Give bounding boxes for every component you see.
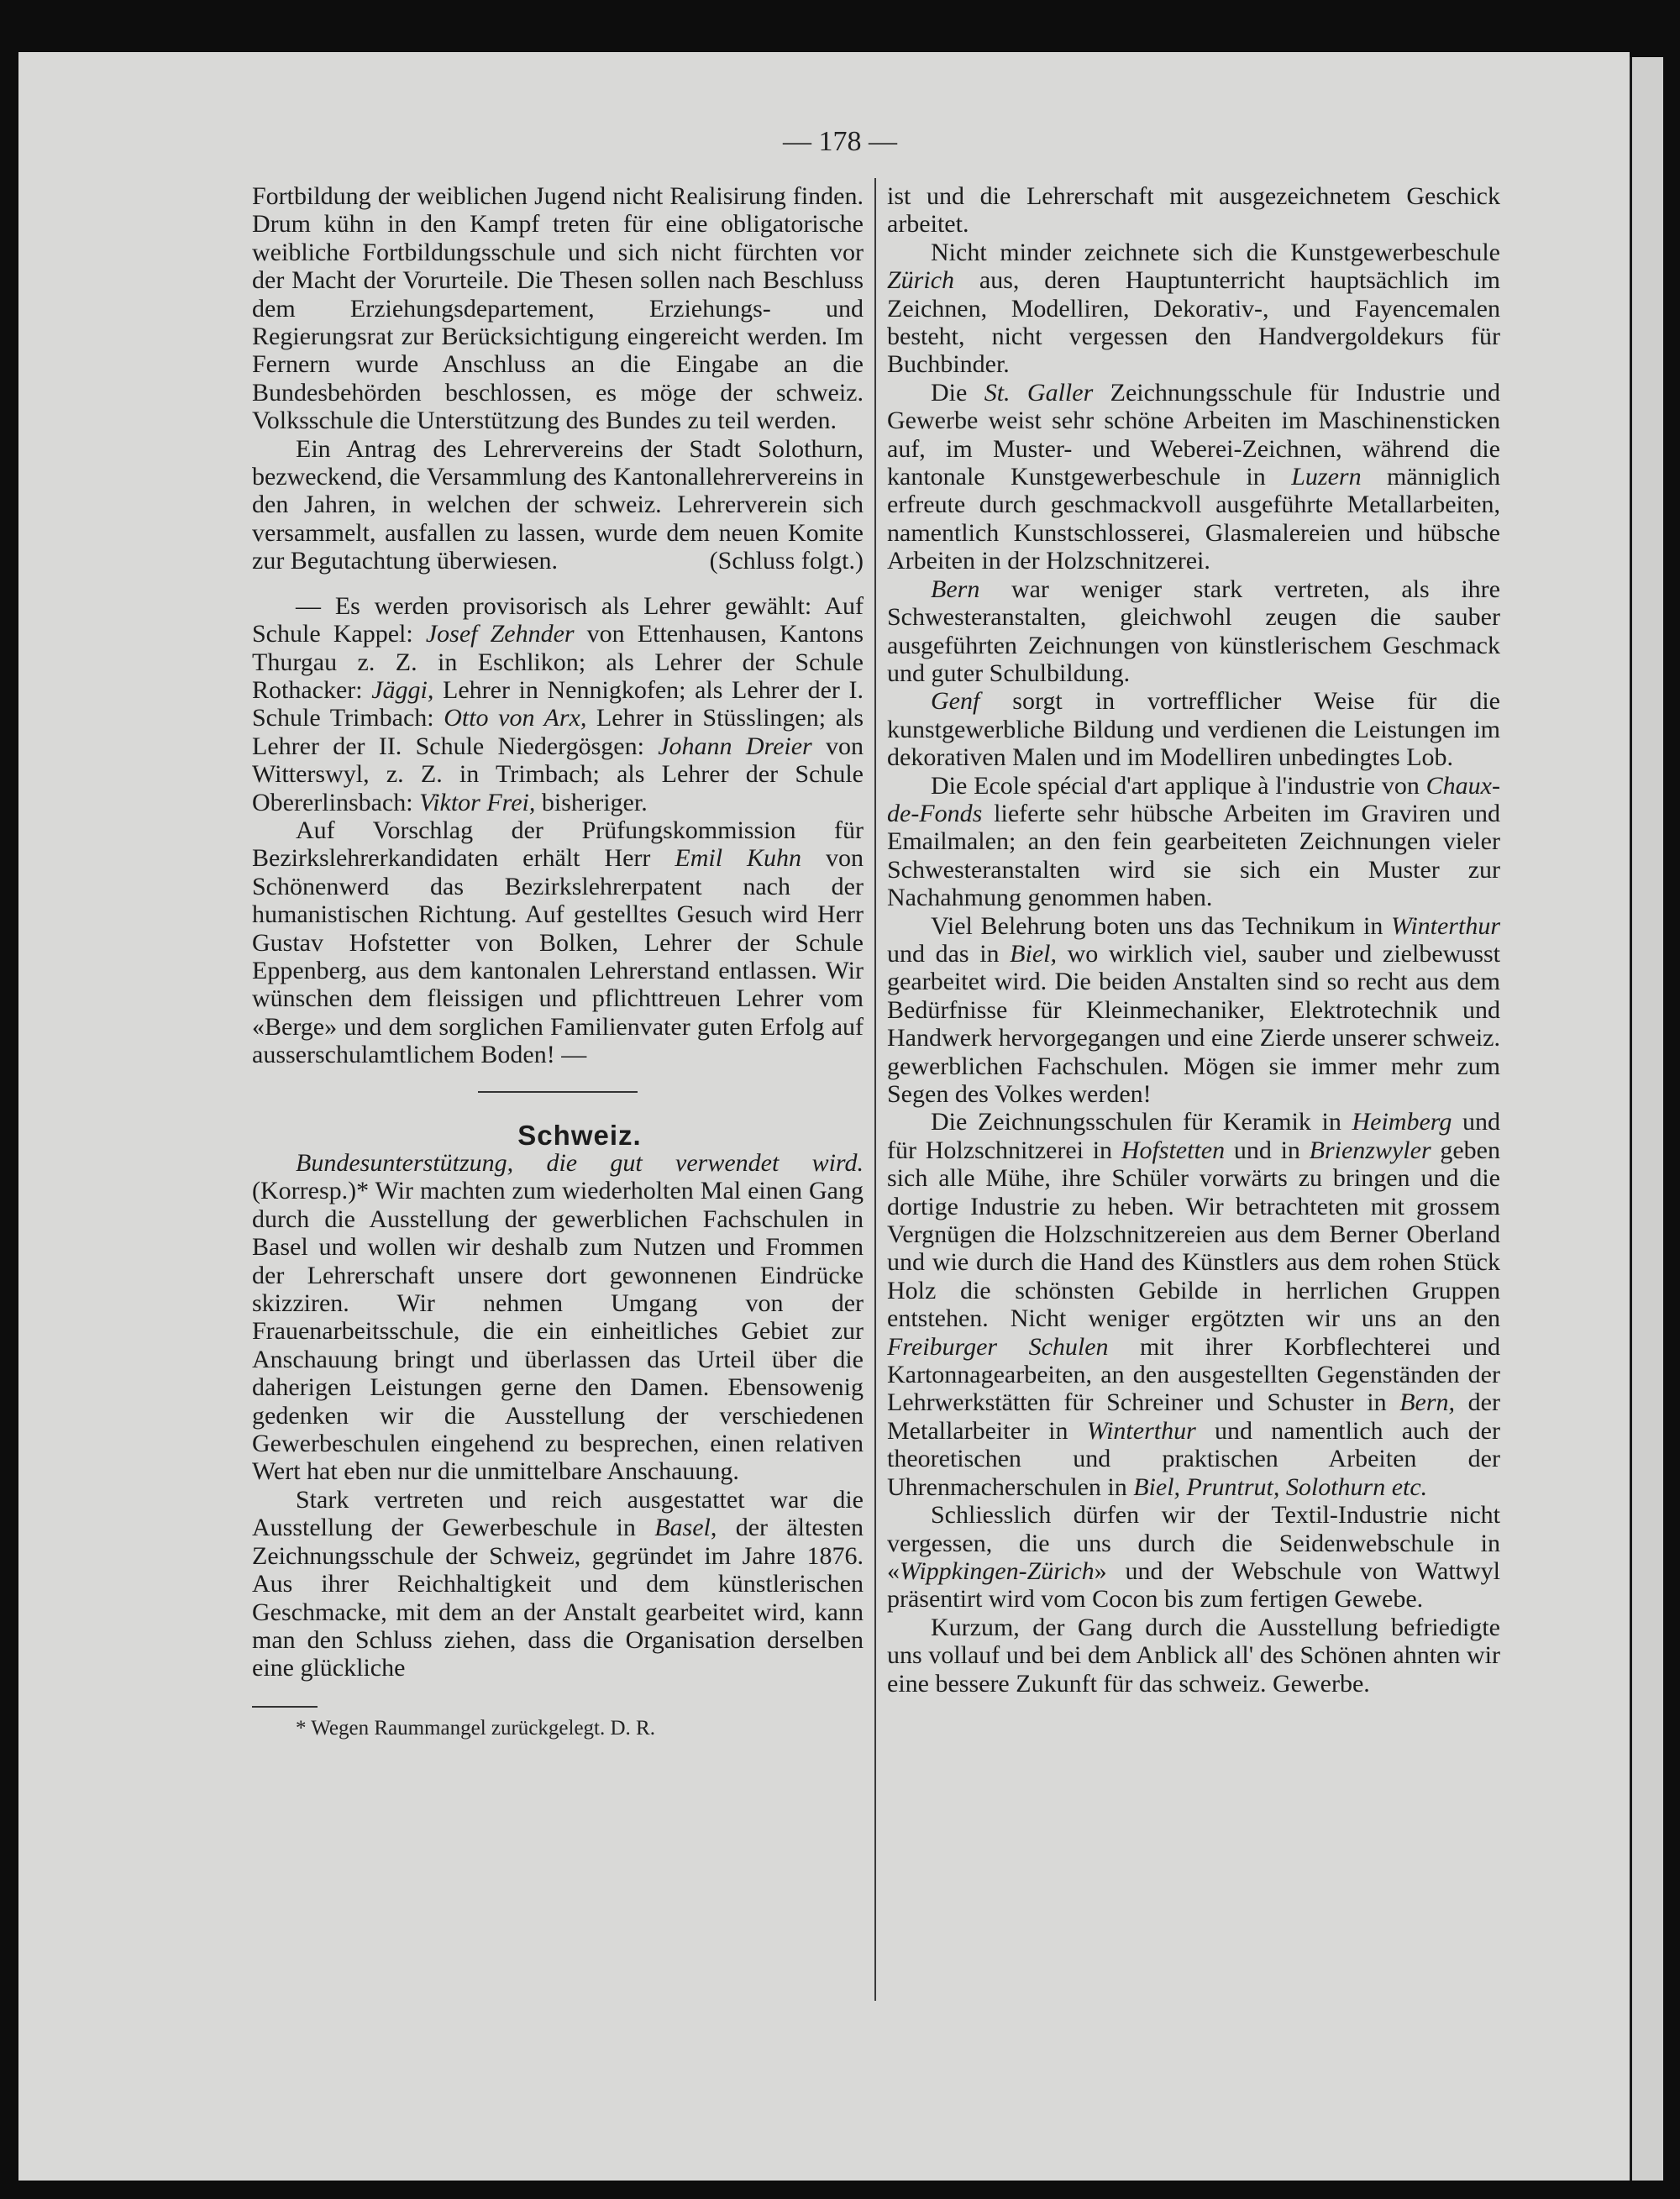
paragraph: Die Zeichnungsschulen für Keramik in Heimberg und für Holzschnitzerei in Hofstetten und in Brienzwyler geben sich alle Mühe, ihre Schüler vorwärts zu bringen und die dortige Industrie zu heben. Wir betrachteten mit grossem Vergnügen die Holzschnitzereien aus dem Berner Oberland und wie durch die Hand des Künstlers aus dem rohen Stück Holz die schönsten Gebilde in herrlichen Gruppen entstehen. Nicht weniger ergötzten wir uns an den Freiburger Schulen mit ihrer Korbflechterei und Kartonnagearbeiten, an den ausgestellten Gegenständen der Lehrwerkstätten für Schreiner und Schuster in Bern, der Metallarbeiter in Winterthur und namentlich auch der theoretischen und praktischen Arbeiten der Uhrenmacherschulen in Biel, Pruntrut, Solothurn etc. bbox=[887, 1108, 1500, 1501]
paragraph: Die St. Galler Zeichnungsschule für Industrie und Gewerbe weist sehr schöne Arbeiten im Maschinensticken auf, im Muster- und Weberei-Zeichnen, während die kantonale Kunstgewerbeschule in Luzern männiglich erfreute durch geschmackvoll ausgeführte Metallarbeiten, namentlich Kunstschlosserei, Glasmalereien und hübsche Arbeiten in der Holzschnitzerei. bbox=[887, 378, 1500, 575]
paragraph: Stark vertreten und reich ausgestattet war die Ausstellung der Gewerbeschule in Basel, der ältesten Zeichnungsschule der Schweiz, gegründet im Jahre 1876. Aus ihrer Reichhaltigkeit und dem künstlerischen Geschmacke, mit dem an der Anstalt gearbeitet wird, kann man den Schluss ziehen, dass die Organisation derselben eine glückliche bbox=[252, 1485, 864, 1682]
paragraph: Nicht minder zeichnete sich die Kunstgewerbeschule Zürich aus, deren Hauptunterricht hauptsächlich im Zeichnen, Modelliren, Dekorativ-, und Fayencemalen besteht, nicht vergessen den Handvergoldekurs für Buchbinder. bbox=[887, 238, 1500, 379]
continuation-note: (Schluss folgt.) bbox=[709, 547, 864, 575]
paragraph: Auf Vorschlag der Prüfungskommission für Bezirkslehrerkandidaten erhält Herr Emil Kuhn von Schönenwerd das Bezirkslehrerpatent nach der humanistischen Richtung. Auf gestelltes Gesuch wird Herr Gustav Hofstetter von Bolken, Lehrer der Schule Eppenberg, aus dem kantonalen Lehrerstand entlassen. Wir wünschen dem fleissigen und pflichttreuen Lehrer vom «Berge» und dem sorglichen Familienvater guten Erfolg auf ausserschulamtlichem Boden! — bbox=[252, 816, 864, 1069]
facing-page-edge bbox=[1630, 57, 1663, 2181]
paragraph: Schliesslich dürfen wir der Textil-Industrie nicht vergessen, die uns durch die Seidenwebschule in «Wippkingen-Zürich» und der Webschule von Wattwyl präsentirt wird vom Cocon bis zum fertigen Gewebe. bbox=[887, 1501, 1500, 1614]
spacer bbox=[252, 575, 864, 592]
paragraph: Viel Belehrung boten uns das Technikum in Winterthur und das in Biel, wo wirklich viel, sauber und zielbewusst gearbeitet wird. Die beiden Anstalten sind so recht aus dem Bedürfnisse für Kleinmechaniker, Elektrotechnik und Handwerk hervorgegangen und eine Zierde unserer schweiz. gewerblichen Fachschulen. Mögen sie immer mehr zum Segen des Volkes werden! bbox=[887, 911, 1501, 1108]
section-heading: Schweiz. bbox=[517, 1119, 642, 1151]
paragraph: — Es werden provisorisch als Lehrer gewählt: Auf Schule Kappel: Josef Zehnder von Ettenhausen, Kantons Thurgau z. Z. in Eschlikon; als Lehrer der Schule Rothacker: Jäggi, Lehrer in Nennigkofen; als Lehrer der I. Schule Trimbach: Otto von Arx, Lehrer in Stüsslingen; als Lehrer der II. Schule Niedergösgen: Johann Dreier von Witterswyl, z. Z. in Trimbach; als Lehrer der Schule Obererlinsbach: Viktor Frei, bisheriger. bbox=[252, 591, 864, 816]
column-divider bbox=[874, 178, 876, 2001]
footnote-rule bbox=[252, 1706, 318, 1708]
paragraph: Ein Antrag des Lehrervereins der Stadt Solothurn, bezweckend, die Versammlung des Kantonallehrervereins in den Jahren, in welchen der schweiz. Lehrerverein sich versammelt, ausfallen zu lassen, wurde dem neuen Komite zur Begutachtung überwiesen. (Schluss folgt.) bbox=[252, 434, 864, 575]
right-column bbox=[887, 182, 1500, 1698]
section-rule bbox=[478, 1091, 638, 1093]
paragraph: ist und die Lehrerschaft mit ausgezeichnetem Geschick arbeitet. bbox=[887, 182, 1500, 239]
paragraph: Die Ecole spécial d'art applique à l'industrie von Chaux-de-Fonds lieferte sehr hübsche Arbeiten im Graviren und Emailmalen; an den fein gearbeiteten Zeichnungen vieler Schwesteranstalten wird sie sich ein Muster zur Nachahmung genommen haben. bbox=[887, 771, 1500, 912]
paragraph: Fortbildung der weiblichen Jugend nicht Realisirung finden. Drum kühn in den Kampf treten für eine obligatorische weibliche Fortbildungsschule und sich nicht fürchten vor der Macht der Vorurteile. Die Thesen sollen nach Beschluss dem Erziehungsdepartement, Erziehungs- und Regierungsrat zur Berücksichtigung eingereicht werden. Im Fernern wurde Anschluss an die Eingabe an die Bundesbehörden beschlossen, es möge der schweiz. Volksschule die Unterstützung des Bundes zu teil werden. bbox=[252, 182, 864, 435]
footnote: * Wegen Raummangel zurückgelegt. D. R. bbox=[296, 1716, 655, 1740]
paragraph: Kurzum, der Gang durch die Ausstellung befriedigte uns vollauf und bei dem Anblick all' des Schönen ahnten wir eine bessere Zukunft für das schweiz. Gewerbe. bbox=[887, 1613, 1500, 1698]
left-column bbox=[252, 182, 864, 1741]
paragraph: Bundesunterstützung, die gut verwendet wird. (Korresp.)* Wir machten zum wiederholten Mal einen Gang durch die Ausstellung der gewerblichen Fachschulen in Basel und wollen wir deshalb zum Nutzen und Frommen der Lehrerschaft unsere dort gewonnenen Eindrücke skizziren. Wir nehmen Umgang von der Frauenarbeitsschule, die ein einheitliches Gebiet zur Anschauung bringt und überlassen das Urteil über die daherigen Leistungen gerne den Damen. Ebensowenig gedenken wir die Ausstellung der verschiedenen Gewerbeschulen eingehend zu besprechen, einen relativen Wert hat eben nur die unmittelbare Anschauung. bbox=[252, 1149, 864, 1486]
page-number: — 178 — bbox=[783, 126, 897, 157]
paragraph: Genf sorgt in vortrefflicher Weise für die kunstgewerbliche Bildung und verdienen die Leistungen im dekorativen Malen und im Modelliren unbedingtes Lob. bbox=[887, 687, 1500, 772]
paragraph: Bern war weniger stark vertreten, als ihre Schwesteranstalten, gleichwohl zeugen die sauber ausgeführten Zeichnungen von künstlerischem Geschmack und guter Schulbildung. bbox=[887, 575, 1500, 687]
